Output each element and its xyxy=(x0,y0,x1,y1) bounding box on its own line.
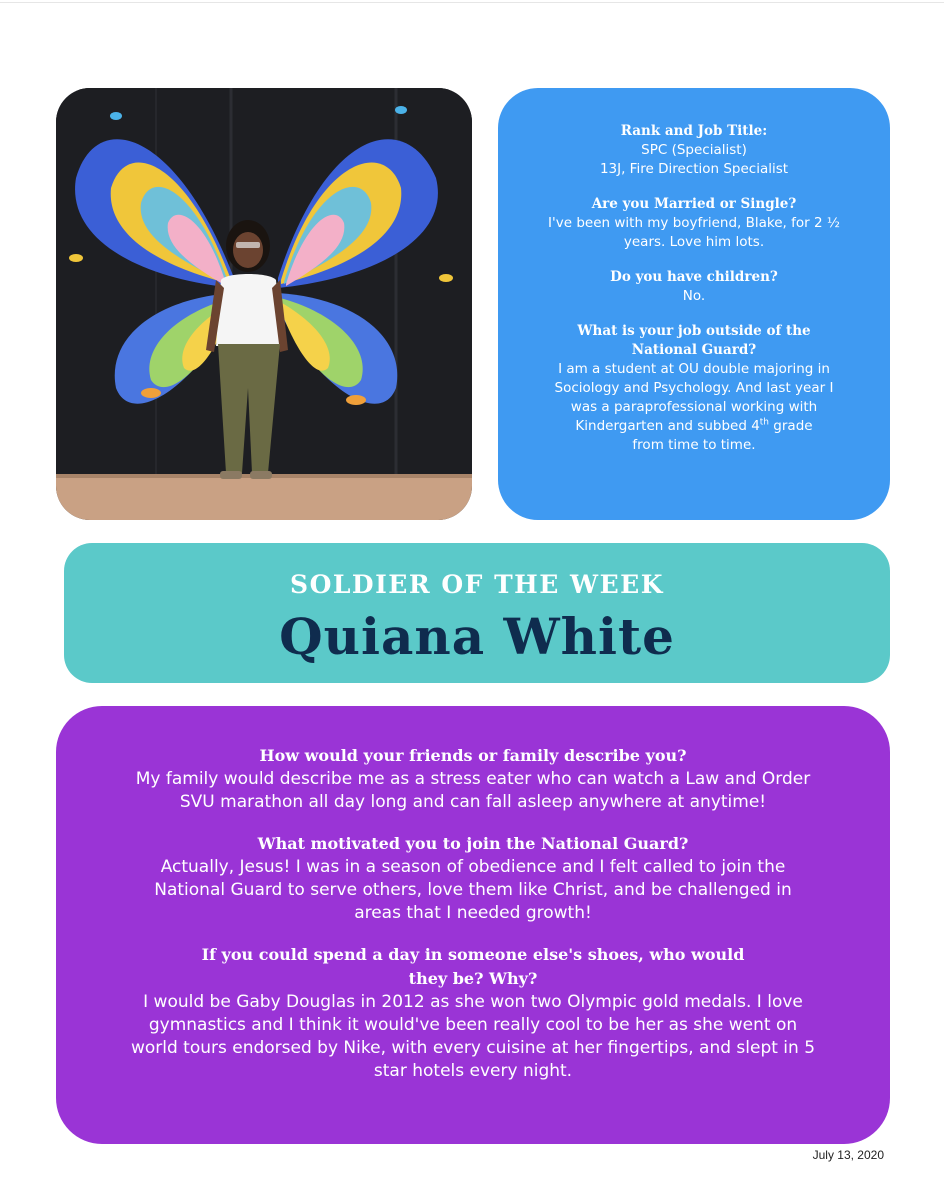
job-answer-grade-sup: th xyxy=(759,417,770,428)
job-question xyxy=(520,322,868,360)
motivation-answer-line: National Guard to serve others, love them like Christ, and be challenged in xyxy=(154,880,792,900)
job-answer-line: I am a student at OU double majoring in xyxy=(558,361,830,377)
shoes-answer-line: star hotels every night. xyxy=(373,1061,573,1081)
shoes-answer-line: gymnastics and I think it would've been really cool to be her as she went on xyxy=(148,1015,798,1035)
interview-panel xyxy=(56,706,890,1144)
marital-answer xyxy=(520,214,868,252)
shoes-question-line: If you could spend a day in someone else's shoes, who would xyxy=(201,945,745,964)
rank-answer-line: 13J, Fire Direction Specialist xyxy=(599,161,789,177)
rank-answer xyxy=(520,141,868,179)
job-answer-line-grade xyxy=(520,417,868,436)
job-answer-line: from time to time. xyxy=(632,437,756,453)
job-answer xyxy=(520,360,868,455)
describe-answer-line: My family would describe me as a stress eater who can watch a Law and Order xyxy=(135,769,811,789)
shoes-question xyxy=(82,943,864,991)
job-answer-grade-pre: Kindergarten and subbed 4 xyxy=(575,418,760,434)
marital-question: Are you Married or Single? xyxy=(591,196,797,212)
motivation-question: What motivated you to join the National Guard? xyxy=(257,834,689,853)
job-answer-line: was a paraprofessional working with xyxy=(570,399,818,415)
motivation-answer-line: areas that I needed growth! xyxy=(354,903,592,923)
job-question-line: What is your job outside of the xyxy=(577,323,811,339)
marital-answer-line: I've been with my boyfriend, Blake, for 2 ½ xyxy=(548,215,840,231)
top-divider xyxy=(0,2,944,3)
rank-question: Rank and Job Title: xyxy=(620,123,768,139)
job-answer-grade-post: grade xyxy=(769,418,813,434)
banner-subtitle: SOLDIER OF THE WEEK xyxy=(290,570,664,599)
motivation-answer-line: Actually, Jesus! I was in a season of obedience and I felt called to join the xyxy=(160,857,786,877)
shoes-question-line: they be? Why? xyxy=(408,969,538,988)
shoes-answer-line: world tours endorsed by Nike, with every cuisine at her fingertips, and slept in 5 xyxy=(130,1038,816,1058)
describe-answer xyxy=(82,768,864,814)
soldier-name: Quiana White xyxy=(279,607,675,666)
motivation-answer xyxy=(82,856,864,925)
shoes-answer xyxy=(82,991,864,1083)
describe-answer-line: SVU marathon all day long and can fall asleep anywhere at anytime! xyxy=(179,792,767,812)
children-answer-line: No. xyxy=(682,288,706,304)
job-question-line: National Guard? xyxy=(631,342,757,358)
marital-answer-line: years. Love him lots. xyxy=(623,234,765,250)
job-answer-line: Sociology and Psychology. And last year I xyxy=(554,380,834,396)
rank-answer-line: SPC (Specialist) xyxy=(641,142,747,158)
children-answer xyxy=(520,287,868,306)
profile-info-panel xyxy=(498,88,890,520)
soldier-banner xyxy=(64,543,890,683)
publish-date: July 13, 2020 xyxy=(812,1148,884,1162)
shoes-answer-line: I would be Gaby Douglas in 2012 as she won two Olympic gold medals. I love xyxy=(143,992,803,1012)
profile-photo xyxy=(56,88,472,520)
describe-question: How would your friends or family describe you? xyxy=(259,746,687,765)
children-question: Do you have children? xyxy=(610,269,778,285)
